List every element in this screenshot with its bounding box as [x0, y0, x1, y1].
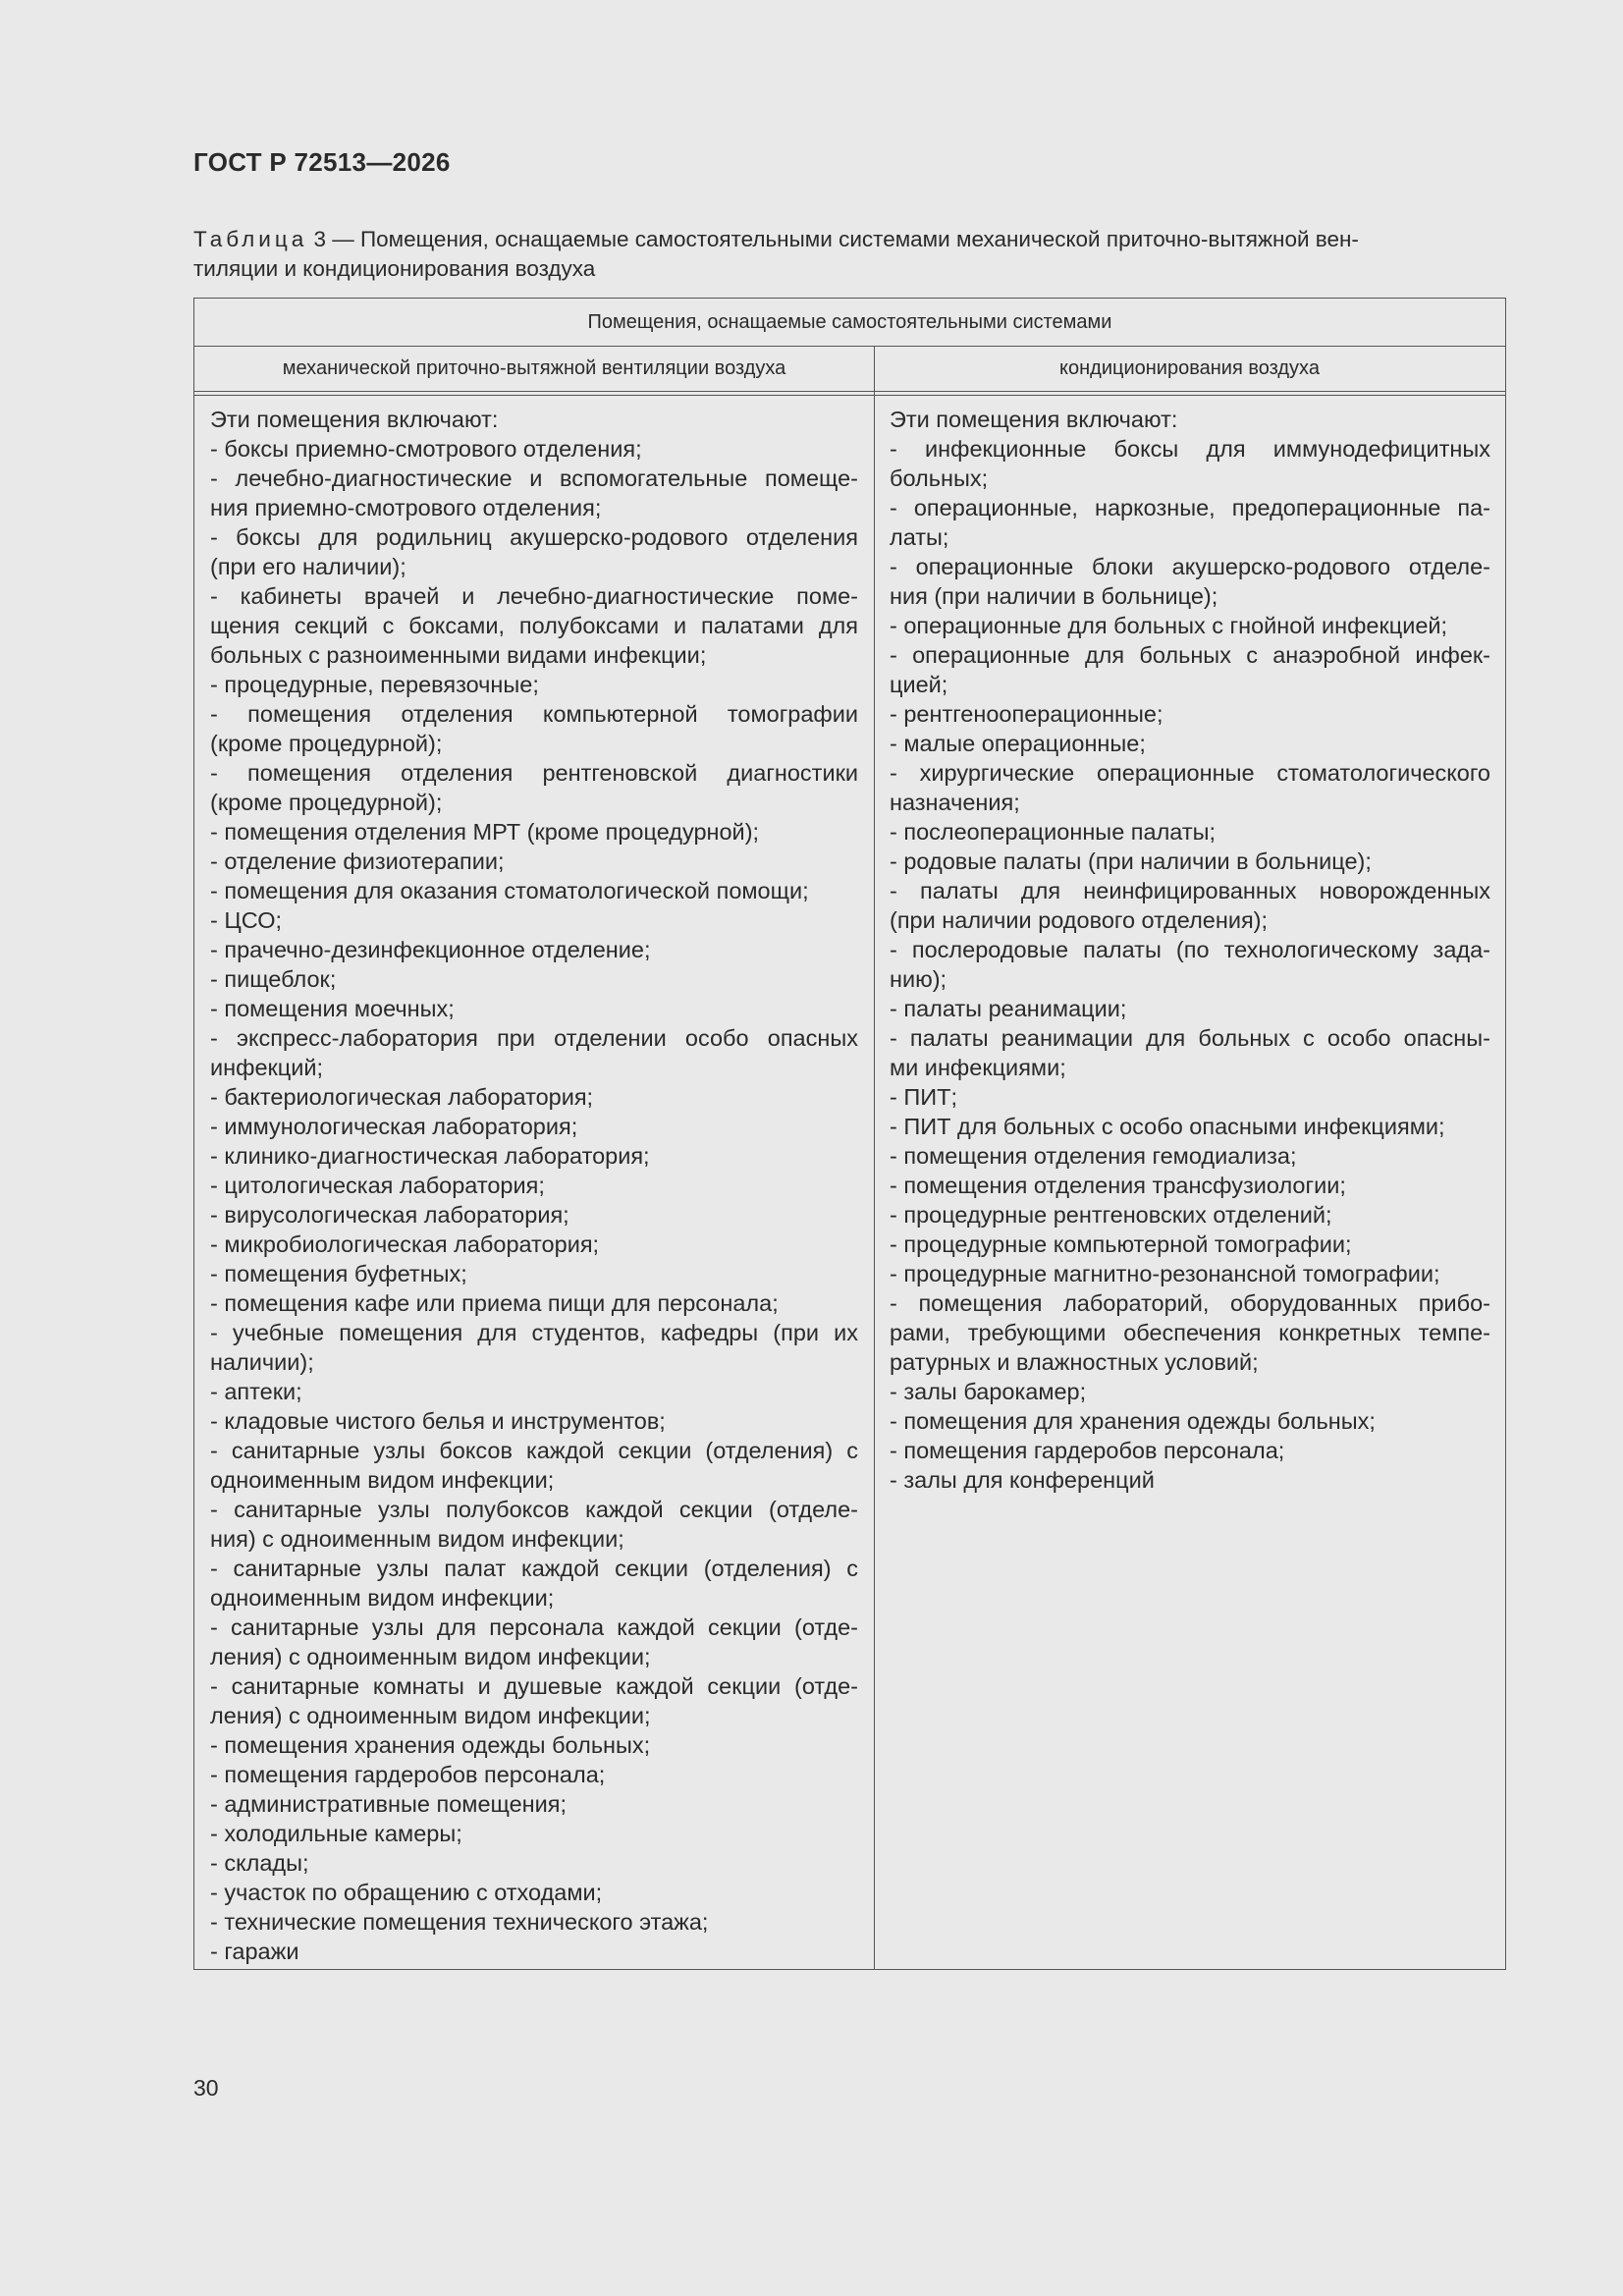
- column-divider: [874, 346, 875, 1969]
- column-text-line: - родовые палаты (при наличии в больнице);: [890, 848, 1372, 874]
- column-text-line: ния (при наличии в больнице);: [890, 583, 1218, 609]
- column-text-line: - операционные для больных с анаэробной инфек-: [890, 642, 1490, 668]
- column-text-line: - помещения гардеробов персонала;: [890, 1438, 1285, 1463]
- column-text-line: - помещения гардеробов персонала;: [210, 1762, 606, 1787]
- column-text-line: - помещения лабораторий, оборудованных прибо-: [890, 1290, 1490, 1316]
- column-text-line: - инфекционные боксы для иммунодефицитных: [890, 436, 1490, 462]
- air-conditioning-rooms-column: [890, 405, 1490, 1495]
- column-text-line: - гаражи: [210, 1939, 299, 1964]
- column-text-line: - микробиологическая лаборатория;: [210, 1231, 600, 1257]
- column-text-line: - процедурные магнитно-резонансной томографии;: [890, 1261, 1440, 1286]
- column-text-line: Эти помещения включают:: [890, 407, 1178, 432]
- column-text-line: - послеоперационные палаты;: [890, 819, 1217, 845]
- column-text-line: - хирургические операционные стоматологического: [890, 760, 1490, 786]
- column-text-line: ления) с одноименным видом инфекции;: [210, 1644, 651, 1669]
- column-text-line: - помещения отделения МРТ (кроме процедурной);: [210, 819, 760, 845]
- column-text-line: - боксы приемно-смотрового отделения;: [210, 436, 642, 462]
- ventilation-rooms-column: [210, 405, 858, 1966]
- column-text-line: - технические помещения технического этажа;: [210, 1909, 709, 1935]
- column-text-line: одноименным видом инфекции;: [210, 1585, 555, 1611]
- column-text-line: ратурных и влажностных условий;: [890, 1349, 1259, 1375]
- table-caption: [193, 225, 1507, 284]
- column-text-line: - ПИТ для больных с особо опасными инфекциями;: [890, 1114, 1445, 1139]
- column-text-line: - санитарные узлы для персонала каждой секции (отде-: [210, 1614, 858, 1640]
- column-text-line: больных с разноименными видами инфекции;: [210, 642, 707, 668]
- column-text-line: - палаты для неинфицированных новорожденных: [890, 878, 1490, 903]
- column-text-line: - помещения буфетных;: [210, 1261, 467, 1286]
- column-text-line: рами, требующими обеспечения конкретных темпе-: [890, 1320, 1490, 1345]
- column-text-line: - кладовые чистого белья и инструментов;: [210, 1408, 666, 1434]
- column-text-line: - помещения хранения одежды больных;: [210, 1732, 651, 1758]
- column-text-line: - залы для конференций: [890, 1467, 1155, 1493]
- column-text-line: - малые операционные;: [890, 731, 1146, 756]
- column-text-line: - помещения отделения рентгеновской диагностики: [210, 760, 858, 786]
- column-text-line: - пищеблок;: [210, 966, 337, 992]
- column-text-line: - цитологическая лаборатория;: [210, 1173, 545, 1198]
- column-text-line: - помещения моечных;: [210, 996, 455, 1021]
- column-text-line: - помещения отделения компьютерной томографии: [210, 701, 858, 727]
- column-text-line: - процедурные, перевязочные;: [210, 672, 539, 697]
- column-text-line: - палаты реанимации;: [890, 996, 1127, 1021]
- column-text-line: - вирусологическая лаборатория;: [210, 1202, 569, 1228]
- column-text-line: - помещения для хранения одежды больных;: [890, 1408, 1376, 1434]
- column-text-line: - операционные, наркозные, предоперационные па-: [890, 495, 1490, 520]
- column-text-line: одноименным видом инфекции;: [210, 1467, 555, 1493]
- column-text-line: - кабинеты врачей и лечебно-диагностические поме-: [210, 583, 858, 609]
- column-text-line: - экспресс-лаборатория при отделении особо опасных: [210, 1025, 858, 1051]
- column-text-line: - прачечно-дезинфекционное отделение;: [210, 937, 651, 962]
- table-header-left: механической приточно-вытяжной вентиляции воздуха: [282, 356, 786, 379]
- column-text-line: - ПИТ;: [890, 1084, 958, 1110]
- column-text-line: - операционные для больных с гнойной инфекцией;: [890, 613, 1448, 638]
- page-number: 30: [193, 2075, 219, 2101]
- rooms-table: [193, 298, 1506, 1970]
- column-text-line: - административные помещения;: [210, 1791, 568, 1817]
- table-caption-text-line1: 3 — Помещения, оснащаемые самостоятельными системами механической приточно-вытяжной вен-: [307, 227, 1359, 251]
- column-text-line: (при его наличии);: [210, 554, 406, 579]
- column-text-line: - операционные блоки акушерско-родового отделе-: [890, 554, 1490, 579]
- column-text-line: ния приемно-смотрового отделения;: [210, 495, 602, 520]
- column-text-line: - иммунологическая лаборатория;: [210, 1114, 578, 1139]
- column-text-line: - санитарные комнаты и душевые каждой секции (отде-: [210, 1673, 858, 1699]
- table-caption-text-line2: тиляции и кондиционирования воздуха: [193, 256, 596, 281]
- column-text-line: наличии);: [210, 1349, 314, 1375]
- column-text-line: - процедурные рентгеновских отделений;: [890, 1202, 1332, 1228]
- column-text-line: - холодильные камеры;: [210, 1821, 462, 1846]
- column-text-line: больных;: [890, 465, 989, 491]
- header-double-rule: [194, 391, 1505, 396]
- column-text-line: Эти помещения включают:: [210, 407, 499, 432]
- column-text-line: - санитарные узлы полубоксов каждой секции (отделе-: [210, 1497, 858, 1522]
- column-text-line: - залы барокамер;: [890, 1379, 1087, 1404]
- column-text-line: (при наличии родового отделения);: [890, 907, 1269, 933]
- column-text-line: (кроме процедурной);: [210, 731, 443, 756]
- column-text-line: - процедурные компьютерной томографии;: [890, 1231, 1352, 1257]
- column-text-line: - помещения для оказания стоматологической помощи;: [210, 878, 809, 903]
- table-caption-label: Таблица: [193, 227, 308, 251]
- column-text-line: - санитарные узлы палат каждой секции (отделения) с: [210, 1556, 858, 1581]
- column-text-line: - учебные помещения для студентов, кафедры (при их: [210, 1320, 858, 1345]
- column-text-line: - рентгенооперационные;: [890, 701, 1163, 727]
- table-header-right: кондиционирования воздуха: [1059, 356, 1320, 379]
- column-text-line: - отделение физиотерапии;: [210, 848, 505, 874]
- column-text-line: щения секций с боксами, полубоксами и палатами для: [210, 613, 858, 638]
- table-header-top: Помещения, оснащаемые самостоятельными системами: [194, 299, 1505, 347]
- column-text-line: - ЦСО;: [210, 907, 283, 933]
- column-text-line: - клинико-диагностическая лаборатория;: [210, 1143, 650, 1169]
- column-text-line: цией;: [890, 672, 948, 697]
- column-text-line: - помещения кафе или приема пищи для персонала;: [210, 1290, 779, 1316]
- column-text-line: - помещения отделения трансфузиологии;: [890, 1173, 1346, 1198]
- column-text-line: - склады;: [210, 1850, 309, 1876]
- column-text-line: - боксы для родильниц акушерско-родового отделения: [210, 524, 858, 550]
- column-text-line: - палаты реанимации для больных с особо опасны-: [890, 1025, 1490, 1051]
- column-text-line: инфекций;: [210, 1055, 324, 1080]
- document-code-header: ГОСТ Р 72513—2026: [193, 147, 451, 177]
- column-text-line: латы;: [890, 524, 949, 550]
- column-text-line: ния) с одноименным видом инфекции;: [210, 1526, 624, 1552]
- column-text-line: назначения;: [890, 790, 1020, 815]
- column-text-line: - участок по обращению с отходами;: [210, 1880, 603, 1905]
- column-text-line: (кроме процедурной);: [210, 790, 443, 815]
- column-text-line: - послеродовые палаты (по технологическому зада-: [890, 937, 1490, 962]
- column-text-line: нию);: [890, 966, 947, 992]
- column-text-line: - аптеки;: [210, 1379, 302, 1404]
- column-text-line: - помещения отделения гемодиализа;: [890, 1143, 1297, 1169]
- column-text-line: ления) с одноименным видом инфекции;: [210, 1703, 651, 1728]
- column-text-line: - бактериологическая лаборатория;: [210, 1084, 594, 1110]
- column-text-line: - санитарные узлы боксов каждой секции (отделения) с: [210, 1438, 858, 1463]
- column-text-line: - лечебно-диагностические и вспомогательные помеще-: [210, 465, 858, 491]
- column-text-line: ми инфекциями;: [890, 1055, 1066, 1080]
